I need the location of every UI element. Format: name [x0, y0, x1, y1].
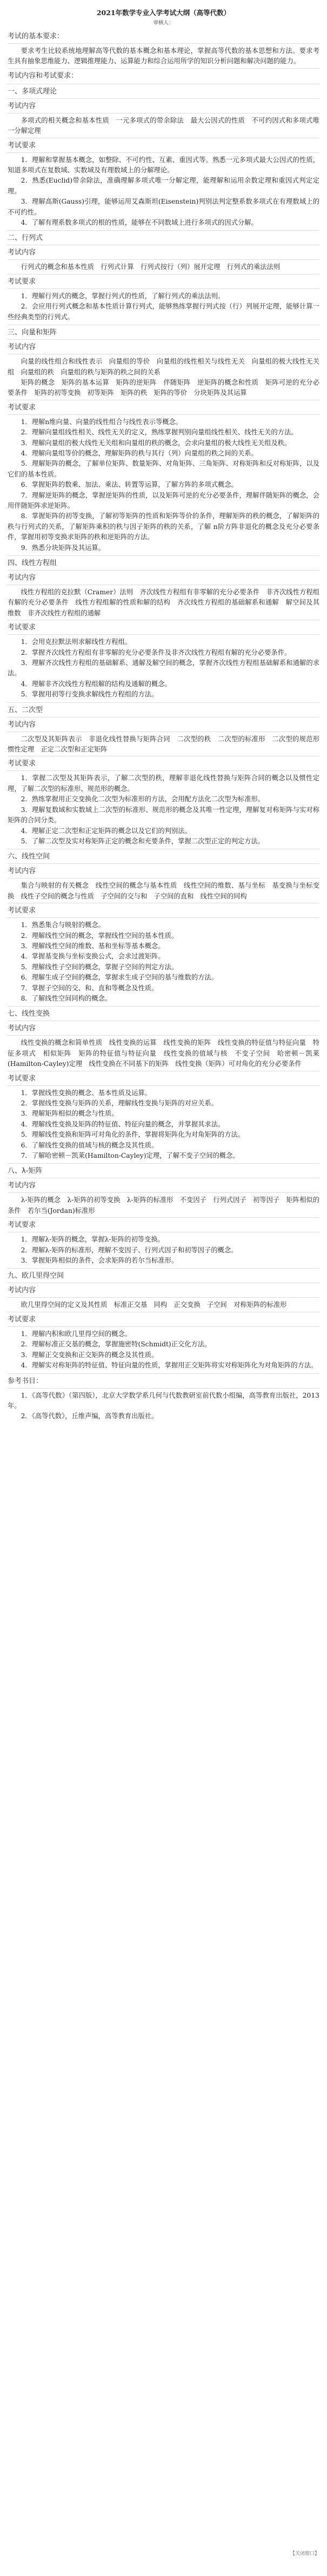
- divider: [8, 634, 319, 635]
- requirement-item: 1．理解和掌握基本概念，如整除、不可约性、互素、重因式等。熟悉一元多项式最大公因式的性质，知道多项式在复数域、实数域及有理数域上的分解理论。: [8, 156, 319, 175]
- requirement-item: 4．理解正定二次型和正定矩阵的概念以及它们的判别法。: [21, 827, 191, 835]
- requirement-item: 5．理解线性子空间的概念，掌握子空间的判定方法。: [21, 963, 178, 971]
- divider: [8, 863, 319, 864]
- divider: [8, 43, 319, 44]
- requirement-item: 3．理解线性空间的维数、基和坐标等基本概念。: [21, 942, 165, 950]
- document-title: 2021年数学专业入学考试大纲（高等代数）: [96, 9, 231, 17]
- content-text: 向量的线性组合和线性表示 向量组的等价 向量组的线性相关与线性无关 向量组的极大线性无关组 向量组的秩 向量组的秩与矩阵的秩之间的关系: [8, 358, 319, 376]
- requirement-item: 3．理解复数域和实数域上二次型的标准形、规范形的概念及其唯一性定理，理解复对称矩阵与实对称矩阵的合同分类。: [8, 806, 319, 824]
- requirement-item: 1．掌握线性变换的概念、基本性质及运算。: [21, 1089, 152, 1097]
- references-section: [8, 1373, 319, 1422]
- requirement-item: 2．会应用行列式概念和基本性质计算行列式，能够熟练掌握行列式按（行）列展开定理，能够计算一些经典类型的行列式。: [8, 303, 319, 321]
- intro-body: 要求考生比较系统地理解高等代数的基本概念和基本理论，掌握高等代数的基本思想和方法。要求考生具有抽象思维能力、逻辑推理能力、运算能力和综合运用所学的知识分析问题和解决问题的能力。: [8, 47, 319, 65]
- divider: [8, 68, 319, 69]
- requirement-item: 2．理解线性空间的概念，掌握线性空间的基本性质。: [21, 931, 178, 940]
- divider: [8, 702, 319, 703]
- divider: [8, 230, 319, 231]
- content-heading: 考试内容: [8, 343, 36, 352]
- divider: [8, 1326, 319, 1327]
- requirements-heading: 考试要求: [8, 1315, 36, 1324]
- requirement-item: 4．理解实对称矩阵的特征值、特征向量的性质，掌握用正交矩阵将实对称矩阵化为对角矩阵的方法。: [21, 1361, 318, 1370]
- requirement-item: 8．了解线性空间同构的概念。: [21, 994, 112, 1002]
- requirement-item: 1．掌握二次型及其矩阵表示，了解二次型的秩，理解非退化线性替换与矩阵合同的概念以及惯性定理，了解二次型的标准形、规范形的概念。: [8, 774, 319, 793]
- requirement-item: 1．熟悉集合与映射的概念。: [21, 921, 105, 929]
- requirement-item: 4．掌握基变换与坐标变换公式，会求过渡矩阵。: [21, 952, 165, 961]
- content-heading: 考试内容: [8, 720, 36, 729]
- content-text: 线性变换的概念和简单性质 线性变换的运算 线性变换的矩阵 线性变换的特征值与特征向量 特征多项式 相似矩阵 矩阵的特征值与特征向量 线性变换的值域与核 不变子空间 哈密顿－凯莱(Hamilton-Cayley)定理 线性变换在不同基下的矩阵 线性变换（矩阵）可对角化的充分必要条件: [8, 1039, 319, 1068]
- content-heading: 考试内容: [8, 102, 36, 110]
- section-title: 九、欧几里得空间: [8, 1272, 64, 1280]
- requirement-item: 2．掌握齐次线性方程组有非零解的充分必要条件及非齐次线性方程组有解的充分必要条件。: [21, 648, 291, 656]
- requirements-heading: 考试要求: [8, 1074, 36, 1083]
- divider: [8, 259, 319, 260]
- content-heading: 考试内容: [8, 1024, 36, 1033]
- requirement-item: 7．掌握子空间的交、和、直和等概念及性质。: [21, 984, 158, 992]
- content-heading: 考试内容: [8, 867, 36, 876]
- section-title: 七、线性变换: [8, 1010, 50, 1018]
- close-window-link[interactable]: 【关闭窗口】: [290, 2551, 319, 2557]
- requirement-item: 1．理解内积和欧几里得空间的概念。: [21, 1330, 132, 1338]
- divider: [8, 1085, 319, 1086]
- requirements-heading: 考试要求: [8, 141, 36, 150]
- divider: [8, 1373, 319, 1374]
- requirements-heading: 考试要求: [8, 623, 36, 632]
- reference-item: 1．《高等代数》（第四版），北京大学数学系几何与代数教研室前代数小组编，高等教育出版社，2013年。: [8, 1391, 319, 1410]
- syllabus-section: [8, 230, 319, 323]
- requirement-item: 3．理解正交变换和正交矩阵的概念及其性质。: [21, 1351, 158, 1359]
- divider: [8, 555, 319, 556]
- divider: [8, 1217, 319, 1218]
- divider: [8, 339, 319, 340]
- divider: [8, 770, 319, 771]
- contents-heading: 考试内容和考试要求：: [8, 71, 78, 80]
- syllabus-section: [8, 325, 319, 553]
- requirement-item: 1．理解行列式的概念，掌握行列式的性质，了解行列式的乘法法则。: [21, 292, 225, 300]
- requirement-item: 7．了解哈密顿－凯莱(Hamilton-Cayley)定理，了解不变子空间的概念。: [21, 1152, 239, 1160]
- requirement-item: 2．掌握线性变换与矩阵的关系，理解线性变换与矩阵的对应关系。: [21, 1099, 218, 1107]
- section-title: 二、行列式: [8, 234, 43, 243]
- content-text: 线性方程组的克拉默（Cramer）法则 齐次线性方程组有非零解的充分必要条件 非齐次线性方程组有解的充分必要条件 线性方程组解的性质和解的结构 齐次线性方程组的基础解系和通解 解空间及其维数 非齐次线性方程组的通解: [8, 588, 319, 617]
- intro-section: [8, 31, 319, 82]
- syllabus-section: [8, 1163, 319, 1266]
- content-text: λ-矩阵的概念 λ-矩阵的初等变换 λ-矩阵的标准形 不变因子 行列式因子 初等因子 矩阵相似的条件 若尔当(Jordan)标准形: [8, 1196, 319, 1215]
- requirement-item: 5．了解二次型及实对称矩阵正定的概念和充要条件，掌握二次型正定的判定方法。: [21, 837, 265, 845]
- requirement-item: 7．理解逆矩阵的概念，掌握逆矩阵的性质，以及矩阵可逆的充分必要条件，理解伴随矩阵的概念，会用伴随矩阵求逆矩阵。: [8, 491, 319, 509]
- requirement-item: 3．理解矩阵相似的概念与性质。: [21, 1110, 118, 1118]
- requirement-item: 9．熟悉分块矩阵及其运算。: [21, 544, 105, 552]
- content-heading: 考试内容: [8, 1182, 36, 1190]
- requirement-item: 3．理解高斯(Gauss)引理，能够运用艾森斯坦(Eisenstein)判别法判定整系数多项式在有理数域上的不可约性。: [8, 198, 319, 216]
- requirement-item: 3．掌握矩阵相似的条件，会求矩阵的若尔当标准形。: [21, 1257, 178, 1265]
- section-title: 八、λ-矩阵: [8, 1167, 43, 1176]
- section-title: 四、线性方程组: [8, 559, 57, 567]
- divider: [8, 1163, 319, 1164]
- requirement-item: 2．熟练掌握用正交变换化二次型为标准形的方法，会用配方法化二次型为标准形。: [21, 795, 265, 803]
- document-header: [8, 6, 319, 28]
- section-title: 五、二次型: [8, 706, 43, 714]
- divider: [8, 1192, 319, 1193]
- content-text: 欧几里得空间的定义及其性质 标准正交基 同构 正交变换 子空间 对称矩阵的标准形: [21, 1301, 287, 1309]
- requirements-heading: 考试要求: [8, 403, 36, 412]
- requirement-item: 8．掌握矩阵的初等变换，了解初等矩阵的性质和矩阵等价的条件，理解矩阵的秩的概念，了解矩阵的秩与行列式的关系，了解矩阵乘积的秩与因子矩阵的秩的关系，了解 n阶方阵非退化的概念及充分必要条件，掌握用初等变换求矩阵的秩和逆矩阵的方法。: [8, 512, 319, 541]
- requirement-item: 2．理解标准正交基的概念，掌握施密特(Schmidt)正交化方法。: [21, 1340, 211, 1349]
- requirements-heading: 考试要求: [8, 760, 36, 768]
- intro-heading: 考试的基本要求：: [8, 32, 64, 41]
- requirement-item: 6．了解线性变换的值域与核的概念及其性质。: [21, 1141, 158, 1149]
- reference-item: 2．《高等代数》，丘维声编，高等教育出版社。: [21, 1412, 158, 1420]
- syllabus-section: [8, 702, 326, 847]
- divider: [8, 1297, 319, 1298]
- requirement-item: 2．理解向量组线性相关、线性无关的定义，熟练掌握判别向量组线性相关、线性无关的方法。: [21, 428, 298, 437]
- requirement-item: 4．理解非齐次线性方程组解的结构及通解的概念。: [21, 680, 171, 688]
- document-author: 审核人：: [153, 20, 174, 26]
- requirement-item: 4．理解向量组等价的概念，理解矩阵的秩与其行（列）向量组的秩之间的关系。: [21, 449, 258, 457]
- requirement-item: 5．理解线性变换和矩阵可对角化的条件，掌握将矩阵化为对角矩阵的方法。: [21, 1131, 245, 1139]
- requirement-item: 1．理解λ-矩阵的概念，掌握λ-矩阵的初等变换。: [21, 1236, 164, 1244]
- divider: [8, 1006, 319, 1007]
- references-heading: 参考书目：: [8, 1377, 43, 1385]
- divider: [8, 1268, 319, 1269]
- section-title: 一、多项式理论: [8, 87, 57, 96]
- requirement-item: 2．熟悉(Euclid)带余除法，准确理解多项式唯一分解定理，能理解和运用余数定理和重因式判定定理。: [8, 177, 319, 195]
- requirement-item: 4．了解有理系数多项式的根的性质，能够在不同数域上进行多项式的因式分解。: [21, 219, 258, 227]
- divider: [8, 152, 319, 153]
- syllabus-page: [8, 6, 326, 2557]
- requirement-item: 6．掌握矩阵的数乘、加法、乘法、转置等运算，了解方阵的多项式概念。: [21, 481, 238, 489]
- content-text: 集合与映射的有关概念 线性空间的概念与基本性质 线性空间的维数、基与坐标 基变换与坐标变换 线性子空间的概念与性质 子空间的交与和 子空间的直和 线性空间的同构: [8, 882, 319, 900]
- requirements-heading: 考试要求: [8, 1221, 36, 1230]
- requirement-item: 5．理解矩阵的概念，了解单位矩阵、数量矩阵、对角矩阵、三角矩阵、对称矩阵和反对称矩阵，以及它们的基本性质。: [8, 460, 319, 478]
- section-title: 六、线性空间: [8, 853, 50, 861]
- content-heading: 考试内容: [8, 1286, 36, 1295]
- divider: [8, 570, 319, 571]
- divider: [8, 98, 319, 99]
- requirement-item: 3．理解向量组的极大线性无关组和向量组的秩的概念，会求向量组的极大线性无关组及秩。: [21, 439, 291, 447]
- sections-container: [8, 84, 326, 1371]
- divider: [8, 1035, 319, 1036]
- syllabus-section: [8, 1006, 319, 1161]
- requirement-item: 2．理解λ-矩阵的标准形，理解不变因子、行列式因子和初等因子的概念。: [21, 1246, 238, 1254]
- section-title: 三、向量和矩阵: [8, 328, 57, 337]
- content-heading: 考试内容: [8, 249, 36, 257]
- requirements-heading: 考试要求: [8, 277, 36, 286]
- requirement-item: 4．理解线性变换及矩阵的特征值、特征向量的概念，并掌握其求法。: [21, 1120, 225, 1128]
- requirement-item: 1．理解n维向量、向量的线性组合与线性表示等概念。: [21, 418, 183, 426]
- syllabus-section: [8, 84, 319, 229]
- divider: [8, 414, 319, 415]
- requirements-heading: 考试要求: [8, 907, 36, 915]
- content-text: 矩阵的概念 矩阵的基本运算 矩阵的逆矩阵 伴随矩阵 逆矩阵的概念和性质 矩阵可逆的充分必要条件 矩阵的初等变换 初等矩阵 矩阵的秩 矩阵的等价 分块矩阵及其运算: [8, 378, 319, 397]
- content-text: 行列式的概念和基本性质 行列式计算 行列式按行（列）展开定理 行列式的乘法法则: [21, 263, 281, 271]
- requirement-item: 6．理解生成子空间的概念，掌握求生成子空间的基与维数的方法。: [21, 974, 218, 982]
- content-text: 二次型及其矩阵表示 非退化线性替换与矩阵合同 二次型的秩 二次型的标准形 二次型的规范形 惯性定理 正定二次型和正定矩阵: [8, 735, 326, 754]
- requirement-item: 1．会用克拉默法则求解线性方程组。: [21, 638, 132, 646]
- syllabus-section: [8, 1268, 319, 1371]
- content-text: 多项式的相关概念和基本性质 一元多项式的带余除法 最大公因式的性质 不可约因式和多项式唯一分解定理: [8, 116, 319, 135]
- divider: [8, 917, 319, 918]
- content-heading: 考试内容: [8, 574, 36, 582]
- requirement-item: 3．理解齐次线性方程组的基础解系、通解及解空间的概念，掌握齐次线性方程组基础解系和通解的求法。: [8, 659, 319, 677]
- syllabus-section: [8, 849, 319, 1004]
- requirement-item: 5．掌握用初等行变换求解线性方程组的方法。: [21, 690, 158, 699]
- syllabus-section: [8, 555, 319, 700]
